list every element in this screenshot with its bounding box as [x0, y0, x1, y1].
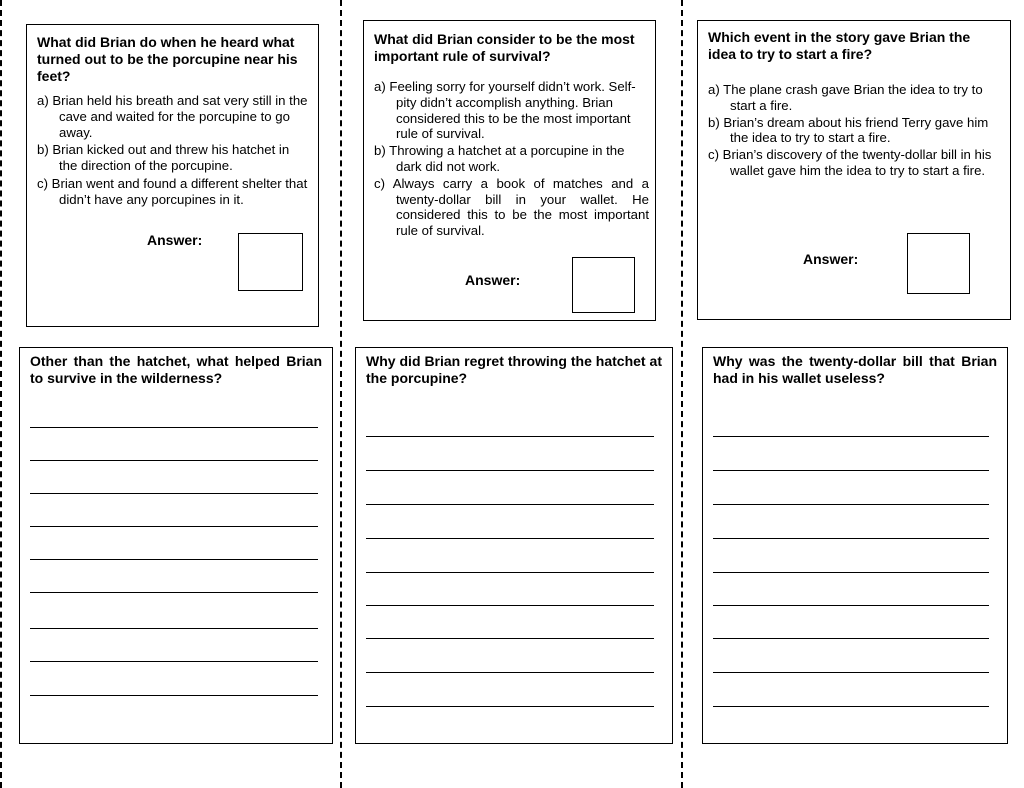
- answer-label: Answer:: [803, 251, 859, 267]
- answer-line[interactable]: [366, 470, 654, 471]
- option-b: b) Brian’s dream about his friend Terry gave him the idea to try to start a fire.: [708, 114, 989, 146]
- answer-line[interactable]: [713, 436, 989, 437]
- answer-line[interactable]: [366, 605, 654, 606]
- question-text: Which event in the story gave Brian the idea to try to start a fire?: [708, 29, 971, 62]
- option-c: c) Always carry a book of matches and a twenty-dollar bill in your wallet. He considered this to be the most important rule of survival.: [374, 175, 649, 239]
- open-question-card-3: [702, 347, 1008, 744]
- answer-line[interactable]: [713, 538, 989, 539]
- question-card-1: [26, 24, 319, 327]
- answer-line[interactable]: [366, 436, 654, 437]
- open-question-card-2: [355, 347, 673, 744]
- answer-options: [708, 82, 1002, 179]
- answer-line[interactable]: [713, 470, 989, 471]
- answer-box[interactable]: [907, 233, 970, 294]
- option-c: c) Brian’s discovery of the twenty-dollar bill in his wallet gave him the idea to try to start a fire.: [708, 147, 992, 178]
- question-card-3: [697, 20, 1011, 320]
- answer-line[interactable]: [713, 672, 989, 673]
- answer-line[interactable]: [713, 638, 989, 639]
- question-text: Other than the hatchet, what helped Brian to survive in the wilderness?: [30, 353, 322, 386]
- answer-label: Answer:: [465, 272, 521, 288]
- answer-line[interactable]: [366, 572, 654, 573]
- option-b: b) Throwing a hatchet at a porcupine in the dark did not work.: [374, 143, 625, 174]
- question-card-2: [363, 20, 656, 321]
- answer-line[interactable]: [713, 706, 989, 707]
- option-b: b) Brian kicked out and threw his hatchet in the direction of the porcupine.: [37, 142, 290, 174]
- answer-line[interactable]: [30, 526, 318, 527]
- answer-box[interactable]: [572, 257, 635, 313]
- option-a: a) Brian held his breath and sat very still in the cave and waited for the porcupine to go away.: [37, 93, 308, 140]
- answer-line[interactable]: [713, 504, 989, 505]
- answer-box[interactable]: [238, 233, 303, 291]
- answer-line[interactable]: [30, 427, 318, 428]
- answer-line[interactable]: [366, 504, 654, 505]
- answer-options: [37, 93, 309, 208]
- cut-line-middle-2: [681, 0, 683, 788]
- answer-line[interactable]: [30, 628, 318, 629]
- question-text: What did Brian do when he heard what turned out to be the porcupine near his feet?: [37, 34, 298, 84]
- answer-options: [374, 79, 649, 239]
- open-question-card-1: [19, 347, 333, 744]
- option-a: a) Feeling sorry for yourself didn’t work. Self-pity didn’t accomplish anything. Brian considered this to be the most important rule of survival.: [374, 79, 636, 142]
- option-a: a) The plane crash gave Brian the idea to try to start a fire.: [708, 82, 983, 113]
- answer-line[interactable]: [30, 493, 318, 494]
- question-text: Why was the twenty-dollar bill that Brian had in his wallet useless?: [713, 353, 997, 386]
- cut-line-middle-1: [340, 0, 342, 788]
- answer-line[interactable]: [366, 672, 654, 673]
- question-text: Why did Brian regret throwing the hatchet at the porcupine?: [366, 353, 662, 386]
- answer-line[interactable]: [30, 592, 318, 593]
- answer-line[interactable]: [30, 460, 318, 461]
- answer-label: Answer:: [147, 232, 203, 248]
- answer-line[interactable]: [713, 605, 989, 606]
- answer-line[interactable]: [713, 572, 989, 573]
- answer-line[interactable]: [366, 638, 654, 639]
- answer-line[interactable]: [366, 706, 654, 707]
- question-text: What did Brian consider to be the most important rule of survival?: [374, 31, 635, 64]
- answer-line[interactable]: [30, 661, 318, 662]
- answer-line[interactable]: [30, 695, 318, 696]
- answer-line[interactable]: [30, 559, 318, 560]
- answer-line[interactable]: [366, 538, 654, 539]
- cut-line-left: [0, 0, 2, 788]
- option-c: c) Brian went and found a different shelter that didn’t have any porcupines in it.: [37, 175, 308, 207]
